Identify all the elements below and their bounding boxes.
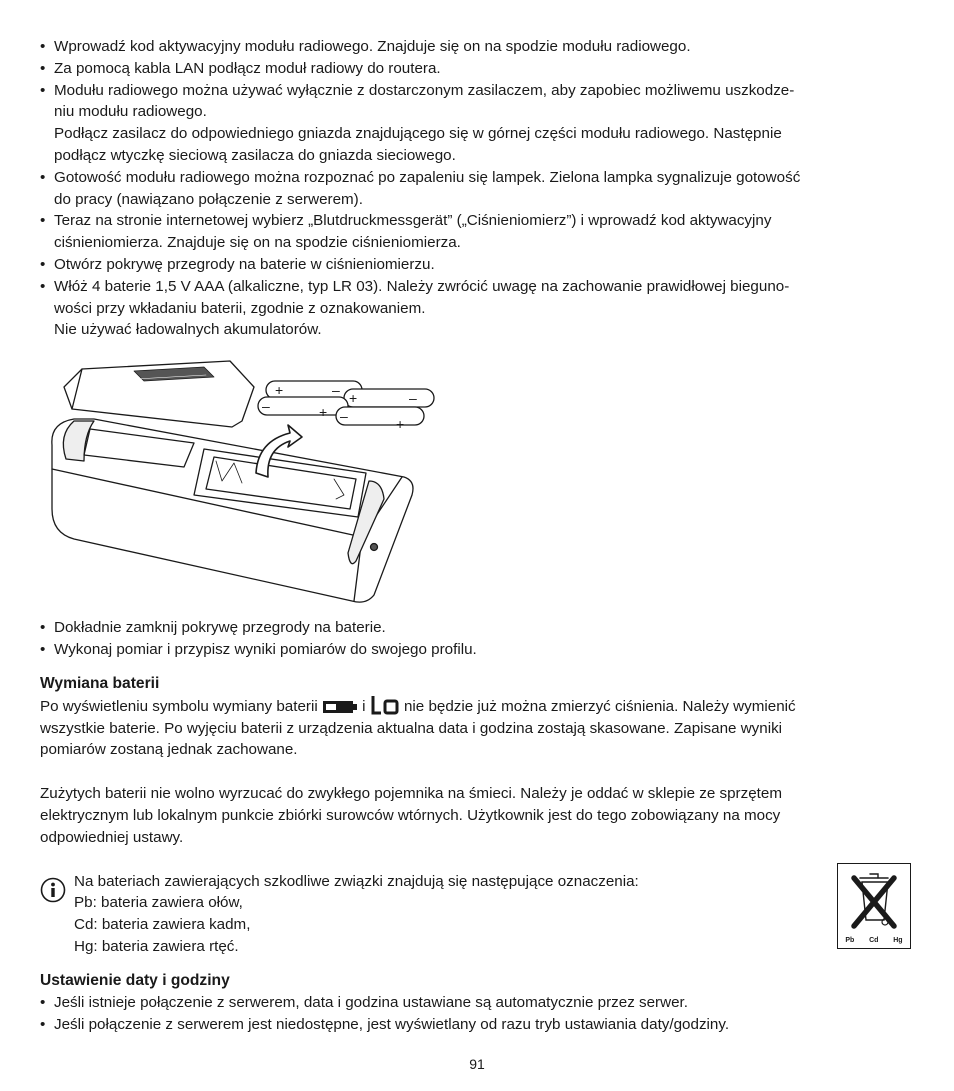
heading-date-time: Ustawienie daty i godziny xyxy=(40,971,230,989)
text-line: wości przy wkładaniu baterii, zgodnie z oznakowaniem. xyxy=(54,299,426,317)
text-line: Podłącz zasilacz do odpowiedniego gniazda znajdującego się w górnej części modułu radiowego. Następnie xyxy=(54,125,782,143)
after-insertion-list xyxy=(40,617,920,661)
minus-sign: – xyxy=(262,398,270,415)
text-line: elektrycznym lub lokalnym punkcie zbiórki surowców wtórnych. Użytkownik jest do tego zobowiązany na mocy xyxy=(40,806,781,824)
text-line: Pb: bateria zawiera ołów, xyxy=(74,894,243,912)
minus-sign: – xyxy=(409,390,417,407)
bullet-manual-time: • Jeśli połączenie z serwerem jest niedostępne, jest wyświetlany od razu tryb ustawiania daty/godziny. xyxy=(40,1014,920,1036)
info-icon xyxy=(40,877,66,903)
text-line: niu modułu radiowego. xyxy=(54,103,207,121)
plus-sign: + xyxy=(275,382,284,399)
paragraph-battery-disposal xyxy=(40,783,920,848)
battery-low-icon xyxy=(322,699,358,715)
bullet-insert-batteries xyxy=(40,276,920,341)
spacer xyxy=(40,849,920,871)
text-line: odpowiedniej ustawy. xyxy=(40,828,184,846)
spacer xyxy=(40,958,920,970)
label-pb: Pb xyxy=(845,936,855,944)
text-line: wszystkie baterie. Po wyjęciu baterii z urządzenia aktualna data i godzina zostają skasowane. Zapisane wyniki xyxy=(40,719,783,737)
battery-cover-lid xyxy=(64,361,254,427)
bullet-take-measurement: • Wykonaj pomiar i przypisz wyniki pomiarów do swojego profilu. xyxy=(40,639,920,661)
text-segment: nie będzie już można zmierzyć ciśnienia. Należy wymienić xyxy=(399,697,796,715)
heading-battery-replacement: Wymiana baterii xyxy=(40,674,160,692)
plus-sign: + xyxy=(349,390,358,407)
text-line: Modułu radiowego można używać wyłącznie z dostarczonym zasilaczem, aby zapobiec możliwemu uszkodze- xyxy=(54,81,795,99)
plus-sign: + xyxy=(319,404,328,421)
bullet-activation-code: • Wprowadź kod aktywacyjny modułu radiowego. Znajduje się on na spodzie modułu radiowego. xyxy=(40,36,920,58)
minus-sign: – xyxy=(340,408,348,425)
crossed-bin-symbol xyxy=(837,863,911,949)
date-time-list xyxy=(40,992,920,1036)
blood-pressure-monitor-body xyxy=(52,419,413,602)
text-line: Na bateriach zawierających szkodliwe związki znajdują się następujące oznaczenia: xyxy=(74,872,639,890)
text-line: Hg: bateria zawiera rtęć. xyxy=(74,937,239,955)
batteries xyxy=(258,381,434,432)
text-line: podłącz wtyczkę sieciową zasilacza do gniazda sieciowego. xyxy=(54,146,456,164)
bullet-close-cover: • Dokładnie zamknij pokrywę przegrody na baterie. xyxy=(40,617,920,639)
recycle-labels xyxy=(838,937,910,945)
text-line: Teraz na stronie internetowej wybierz „Blutdruckmessgerät” („Ciśnieniomierz”) i wprowadź kod aktywacyjny xyxy=(54,212,772,230)
bullet-open-cover: • Otwórz pokrywę przegrody na baterie w ciśnieniomierzu. xyxy=(40,254,920,276)
device-drawing xyxy=(44,349,444,611)
bullet-lan-cable: • Za pomocą kabla LAN podłącz moduł radiowy do routera. xyxy=(40,58,920,80)
label-cd: Cd xyxy=(869,936,879,944)
bullet-power-adapter xyxy=(40,80,920,167)
text-segment: i xyxy=(357,697,370,715)
text-line: do pracy (nawiązano połączenie z serwerem). xyxy=(54,190,363,208)
spacer xyxy=(40,661,920,673)
text-line: Włóż 4 baterie 1,5 V AAA (alkaliczne, typ LR 03). Należy zwrócić uwagę na zachowanie prawidłowej bieguno- xyxy=(54,277,790,295)
minus-sign: – xyxy=(332,382,340,399)
text-line: Gotowość modułu radiowego można rozpoznać po zapaleniu się lampek. Zielona lampka sygnalizuje gotowość xyxy=(54,168,801,186)
setup-steps-list xyxy=(40,36,920,341)
text-line: Cd: bateria zawiera kadm, xyxy=(74,916,251,934)
text-line: Zużytych baterii nie wolno wyrzucać do zwykłego pojemnika na śmieci. Należy je oddać w sklepie ze sprzętem xyxy=(40,785,782,803)
lo-display-icon xyxy=(370,695,400,715)
paragraph-battery-symbol xyxy=(40,695,920,761)
text-line: ciśnieniomierza. Znajduje się on na spodzie ciśnieniomierza. xyxy=(54,234,461,252)
crossed-wheelie-bin-icon xyxy=(838,864,910,934)
spacer xyxy=(40,761,920,783)
text-line: Nie używać ładowalnych akumulatorów. xyxy=(54,321,322,339)
label-hg: Hg xyxy=(893,936,903,944)
text-segment: Po wyświetleniu symbolu wymiany baterii xyxy=(40,697,322,715)
plus-sign: + xyxy=(396,416,405,433)
bullet-website xyxy=(40,210,920,254)
battery-insertion-illustration xyxy=(40,349,920,611)
hazardous-substances-note xyxy=(40,871,920,958)
page-number: 91 xyxy=(469,1056,485,1072)
bullet-ready-indicator xyxy=(40,167,920,211)
page-content xyxy=(40,36,920,1035)
text-line: pomiarów zostaną jednak zachowane. xyxy=(40,741,298,759)
bullet-auto-time: • Jeśli istnieje połączenie z serwerem, data i godzina ustawiane są automatycznie przez serwer. xyxy=(40,992,920,1014)
